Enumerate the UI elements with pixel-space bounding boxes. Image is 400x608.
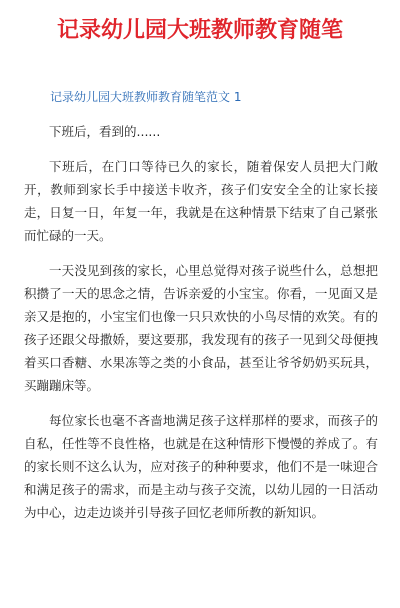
paragraph: 每位家长也毫不吝啬地满足孩子这样那样的要求，而孩子的自私，任性等不良性格，也就是在这种情形下慢慢的养成了。有的家长则不这么认为，应对孩子的种种要求，他们不是一味迎合和满足孩子的需求，而是主动与孩子交流，以幼儿园的一日活动为中心，边走边谈并引导孩子回忆老师所教的新知识。 <box>24 413 378 520</box>
section-title: 记录幼儿园大班教师教育随笔范文 1 <box>50 90 242 104</box>
article-body <box>24 120 378 536</box>
page-title: 记录幼儿园大班教师教育随笔 <box>56 18 343 43</box>
paragraph: 下班后，在门口等待已久的家长，随着保安人员把大门敞开，教师到家长手中接送卡收齐，孩子们安安全全的让家长接走，日复一日，年复一年，我就是在这种情景下结束了自己紧张而忙碌的一天。 <box>24 159 378 243</box>
paragraph: 下班后，看到的...... <box>49 124 161 139</box>
paragraph: 一天没见到孩的家长，心里总觉得对孩子说些什么，总想把积攒了一天的思念之情，告诉亲爱的小宝宝。你看，一见面又是亲又是抱的，小宝宝们也像一只只欢快的小鸟尽情的欢笑。有的孩子还跟父母撒娇，要这要那，我发现有的孩子一见到父母便拽着买口香糖、水果冻等之类的小食品，甚至让爷爷奶奶买玩具，买蹦蹦床等。 <box>24 263 378 393</box>
